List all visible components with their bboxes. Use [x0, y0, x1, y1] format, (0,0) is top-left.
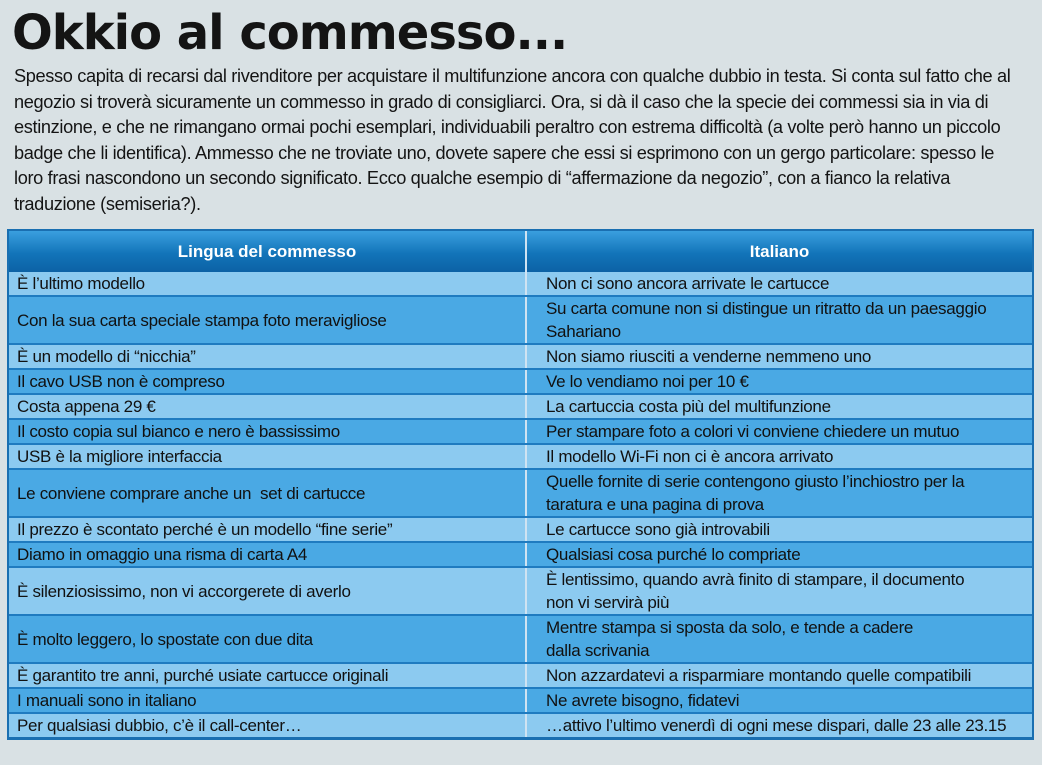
table-row	[9, 344, 1032, 369]
header-lingua-del-commesso: Lingua del commesso	[9, 231, 526, 272]
table-row	[9, 419, 1032, 444]
cell-commesso: È l’ultimo modello	[9, 272, 526, 296]
cell-italiano-text: Mentre stampa si sposta da solo, e tende a cadere dalla scrivania	[546, 618, 914, 660]
cell-commesso: Il cavo USB non è compreso	[9, 369, 526, 394]
cell-commesso: Le conviene comprare anche un set di cartucce	[9, 469, 526, 517]
table-row	[9, 688, 1032, 713]
table-row	[9, 517, 1032, 542]
cell-commesso: È silenziosissimo, non vi accorgerete di averlo	[9, 567, 526, 615]
cell-italiano: Ne avrete bisogno, fidatevi	[526, 688, 1032, 713]
table-row	[9, 296, 1032, 344]
cell-italiano-text: È lentissimo, quando avrà finito di stampare, il documento non vi servirà più	[546, 570, 965, 612]
cell-italiano: Le cartucce sono già introvabili	[526, 517, 1032, 542]
table-row	[9, 542, 1032, 567]
cell-commesso: È molto leggero, lo spostate con due dita	[9, 615, 526, 663]
table-row	[9, 713, 1032, 737]
table-row	[9, 394, 1032, 419]
cell-italiano: Non azzardatevi a risparmiare montando quelle compatibili	[526, 663, 1032, 688]
cell-italiano: Ve lo vendiamo noi per 10 €	[526, 369, 1032, 394]
cell-commesso: Costa appena 29 €	[9, 394, 526, 419]
table-row	[9, 615, 1032, 663]
cell-italiano	[526, 567, 1032, 615]
cell-italiano: Qualsiasi cosa purché lo compriate	[526, 542, 1032, 567]
cell-italiano	[526, 469, 1032, 517]
table-header-row	[9, 231, 1032, 272]
cell-italiano: Non siamo riusciti a venderne nemmeno uno	[526, 344, 1032, 369]
intro-paragraph: Spesso capita di recarsi dal rivenditore per acquistare il multifunzione ancora con qualche dubbio in testa. Si conta sul fatto che al negozio si troverà sicuramente un commesso in grado di consigliarci. Ora, si dà il caso che la specie dei commessi sia in via di estinzione, e che ne rimangano ormai pochi esemplari, individuabili peraltro con estrema difficoltà (a volte però hanno un piccolo badge che li identifica). Ammesso che ne troviate uno, dovete sapere che essi si esprimono con un gergo particolare: spesso le loro frasi nascondono un secondo significato. Ecco qualche esempio di “affermazione da negozio”, con a fianco la relativa traduzione (semiseria?).	[14, 66, 1011, 214]
cell-italiano-text: Su carta comune non si distingue un ritratto da un paesaggio Sahariano	[546, 299, 987, 341]
cell-italiano-text: Quelle fornite di serie contengono giusto l’inchiostro per la taratura e una pagina di prova	[546, 472, 965, 514]
cell-commesso: È garantito tre anni, purché usiate cartucce originali	[9, 663, 526, 688]
cell-commesso: Il costo copia sul bianco e nero è bassissimo	[9, 419, 526, 444]
cell-italiano: Il modello Wi-Fi non ci è ancora arrivato	[526, 444, 1032, 469]
cell-italiano: Non ci sono ancora arrivate le cartucce	[526, 272, 1032, 296]
cell-italiano	[526, 615, 1032, 663]
cell-italiano: La cartuccia costa più del multifunzione	[526, 394, 1032, 419]
table-row	[9, 272, 1032, 296]
cell-italiano: …attivo l’ultimo venerdì di ogni mese dispari, dalle 23 alle 23.15	[526, 713, 1032, 737]
table-row	[9, 663, 1032, 688]
cell-commesso: Per qualsiasi dubbio, c’è il call-center…	[9, 713, 526, 737]
table-row	[9, 444, 1032, 469]
article-title: Okkio al commesso...	[12, 5, 568, 61]
cell-commesso: Il prezzo è scontato perché è un modello “fine serie”	[9, 517, 526, 542]
cell-italiano	[526, 296, 1032, 344]
table-row	[9, 567, 1032, 615]
cell-commesso: I manuali sono in italiano	[9, 688, 526, 713]
header-italiano: Italiano	[526, 231, 1032, 272]
cell-commesso: È un modello di “nicchia”	[9, 344, 526, 369]
cell-commesso: Con la sua carta speciale stampa foto meravigliose	[9, 296, 526, 344]
translation-table-frame	[7, 229, 1034, 740]
translation-table	[9, 231, 1032, 737]
table-row	[9, 369, 1032, 394]
cell-commesso: Diamo in omaggio una risma di carta A4	[9, 542, 526, 567]
cell-italiano: Per stampare foto a colori vi conviene chiedere un mutuo	[526, 419, 1032, 444]
table-row	[9, 469, 1032, 517]
cell-commesso: USB è la migliore interfaccia	[9, 444, 526, 469]
